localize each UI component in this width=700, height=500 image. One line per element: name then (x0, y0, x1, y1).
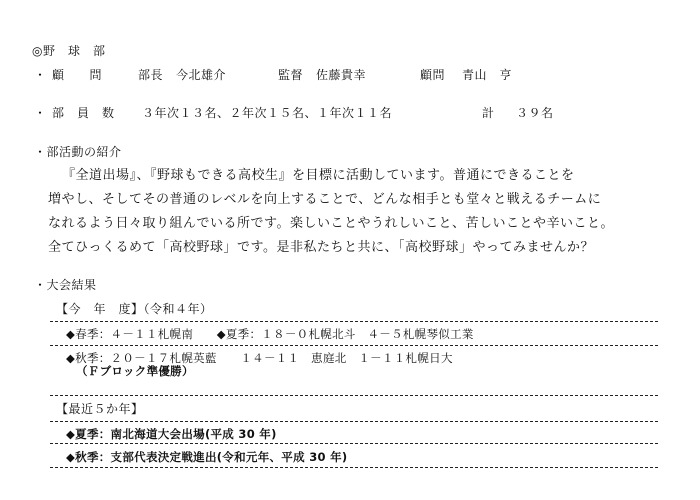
divider (50, 395, 658, 396)
intro-line: 『全道出場』、『野球もできる高校生』を目標に活動しています。普通にできることを (62, 168, 575, 183)
members-breakdown: ３年次１３名、２年次１５名、１年次１１名 (142, 106, 393, 120)
divider (50, 345, 658, 346)
members-bullet: ・ (34, 106, 47, 120)
recent-row: ◆秋季：支部代表決定戦進出(令和元年、平成 30 年) (66, 450, 348, 464)
results-heading: ・大会結果 (34, 278, 97, 292)
divider (50, 321, 658, 322)
coach-title: 部長 (138, 68, 164, 82)
coach-label: 顧 問 (52, 68, 103, 82)
intro-line: 増やし、そしてその普通のレベルを向上することで、どんな相手とも堂々と戦えるチームに (48, 192, 602, 207)
divider (50, 443, 658, 444)
coach-name: 今北雄介 (176, 68, 227, 82)
advisor-label: 顧問 (420, 68, 446, 82)
this-year-label: 【今 年 度】（令和４年） (56, 302, 213, 316)
club-title: ◎野 球 部 (32, 44, 106, 58)
members-total-value: ３９名 (516, 106, 554, 120)
result-row: ◆春季：４－１１札幌南 ◆夏季：１８－０札幌北斗 ４－５札幌琴似工業 (66, 327, 474, 341)
members-total-label: 計 (482, 106, 495, 120)
recent-row: ◆夏季：南北海道大会出場(平成 30 年) (66, 427, 277, 441)
intro-line: 全てひっくるめて「高校野球」です。是非私たちと共に、「高校野球」やってみませんか？ (48, 240, 594, 255)
recent-label: 【最近５か年】 (56, 402, 144, 416)
result-row: ◆秋季：２０－１７札幌英藍 １４－１１ 恵庭北 １－１１札幌日大 (66, 351, 453, 365)
manager-label: 監督 (278, 68, 304, 82)
intro-line: なれるよう日々取り組んでいる所です。楽しいことやうれしいこと、苦しいことや辛いこと。 (48, 216, 614, 231)
advisor-name: 青山 亨 (462, 68, 513, 82)
members-label: 部 員 数 (52, 106, 115, 120)
intro-heading: ・部活動の紹介 (34, 145, 122, 159)
manager-name: 佐藤貴幸 (316, 68, 367, 82)
result-note: （Ｆブロック準優勝） (76, 364, 194, 378)
divider (50, 421, 658, 422)
divider (50, 467, 658, 468)
staff-bullet: ・ (34, 68, 47, 82)
